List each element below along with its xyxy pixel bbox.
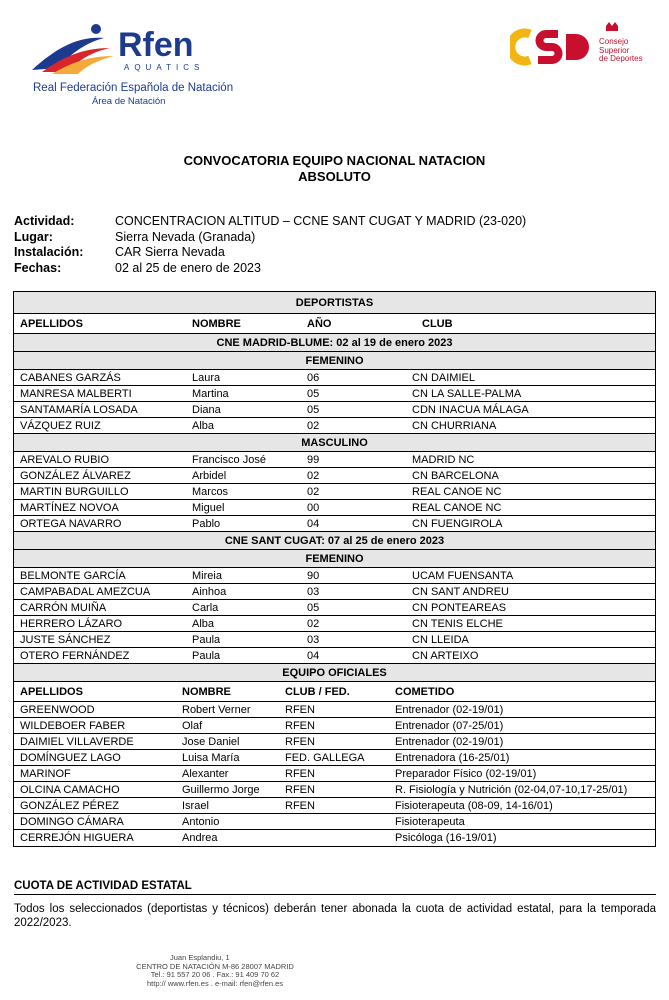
table-cell: Mireia	[192, 570, 222, 582]
table-cell: RFEN	[285, 720, 315, 732]
table-cell: Preparador Físico (02-19/01)	[395, 768, 537, 780]
info-row: Instalación: CAR Sierra Nevada	[14, 245, 225, 259]
column-header: CLUB / FED.	[285, 686, 350, 698]
table-cell: FED. GALLEGA	[285, 752, 365, 764]
table-cell: Miguel	[192, 502, 225, 514]
table-cell: 06	[307, 372, 320, 384]
cuota-section	[14, 880, 656, 930]
cuota-title: CUOTA DE ACTIVIDAD ESTATAL	[14, 880, 656, 895]
table-cell: DAIMIEL VILLAVERDE	[20, 736, 134, 748]
table-cell: BELMONTE GARCÍA	[20, 570, 126, 582]
table-cell: 02	[307, 470, 320, 482]
column-header: APELLIDOS	[20, 318, 83, 330]
table-row	[14, 468, 655, 484]
column-header: COMETIDO	[395, 686, 455, 698]
table-cell: UCAM FUENSANTA	[412, 570, 514, 582]
table-cell: 05	[307, 404, 320, 416]
section-band: CNE SANT CUGAT: 07 al 25 de enero 2023	[14, 532, 655, 550]
table-cell: REAL CANOE NC	[412, 502, 502, 514]
table-cell: Antonio	[182, 816, 220, 828]
column-header: CLUB	[422, 318, 453, 330]
table-cell: RFEN	[285, 704, 315, 716]
table-cell: R. Fisiología y Nutrición (02-04,07-10,17-25/01)	[395, 784, 628, 796]
table-cell: 03	[307, 634, 320, 646]
document-title: CONVOCATORIA EQUIPO NACIONAL NATACION ABSOLUTO	[183, 153, 486, 184]
section-band: FEMENINO	[14, 550, 655, 568]
table-cell: REAL CANOE NC	[412, 486, 502, 498]
rfen-wordmark: Rfen	[118, 26, 194, 64]
table-cell: ORTEGA NAVARRO	[20, 518, 122, 530]
table-row	[14, 402, 655, 418]
table-cell: 02	[307, 618, 320, 630]
table-row	[14, 616, 655, 632]
table-row	[14, 766, 655, 782]
table-cell: CN TENIS ELCHE	[412, 618, 503, 630]
table-cell: 02	[307, 420, 320, 432]
table-cell: Guillermo Jorge	[182, 784, 260, 796]
table-cell: Israel	[182, 800, 209, 812]
table-cell: MARTIN BURGUILLO	[20, 486, 129, 498]
section-band: FEMENINO	[14, 352, 655, 370]
table-cell: CN DAIMIEL	[412, 372, 475, 384]
table-cell: Olaf	[182, 720, 203, 732]
table-cell: CN BARCELONA	[412, 470, 499, 482]
table-cell: 02	[307, 486, 320, 498]
table-row	[14, 782, 655, 798]
csd-name: Consejo Superior de Deportes	[599, 37, 643, 63]
column-header: APELLIDOS	[20, 686, 83, 698]
table-cell: Paula	[192, 650, 221, 662]
column-header: NOMBRE	[192, 318, 241, 330]
table-cell: VÁZQUEZ RUIZ	[20, 420, 101, 432]
table-cell: CN LLEIDA	[412, 634, 469, 646]
info-row: Actividad: CONCENTRACION ALTITUD – CCNE SANT CUGAT Y MADRID (23-020)	[14, 214, 527, 228]
table-cell: 90	[307, 570, 320, 582]
table-cell: RFEN	[285, 800, 315, 812]
table-cell: 99	[307, 454, 320, 466]
column-header: NOMBRE	[182, 686, 231, 698]
table-row	[14, 798, 655, 814]
table-cell: RFEN	[285, 784, 315, 796]
table-cell: OLCINA CAMACHO	[20, 784, 120, 796]
table-cell: Ainhoa	[192, 586, 227, 598]
table-cell: Martina	[192, 388, 229, 400]
table-header-row	[14, 682, 655, 702]
table-cell: DOMINGO CÁMARA	[20, 816, 124, 828]
footer-address: Juan Esplandiu, 1 CENTRO DE NATACIÓN M-86 28007 MADRID Tel.: 91 557 20 06 . Fax.: 91 409 70 62 http:// www.rfen.es . e-mail: rfen@rfen.es	[136, 953, 294, 988]
table-row	[14, 734, 655, 750]
table-cell: Alba	[192, 618, 215, 630]
table-cell: CDN INACUA MÁLAGA	[412, 404, 529, 416]
table-cell: CN LA SALLE-PALMA	[412, 388, 522, 400]
table-row	[14, 702, 655, 718]
table-cell: 05	[307, 388, 320, 400]
table-cell: Entrenador (02-19/01)	[395, 704, 504, 716]
cuota-text: Todos los seleccionados (deportistas y técnicos) deberán tener abonada la cuota de actividad estatal, para la temporada 2022/2023.	[14, 903, 656, 929]
table-row	[14, 418, 655, 434]
roster-table	[13, 291, 656, 847]
section-band: DEPORTISTAS	[14, 292, 655, 314]
table-row	[14, 814, 655, 830]
table-cell: Alba	[192, 420, 215, 432]
table-cell: 03	[307, 586, 320, 598]
table-cell: MADRID NC	[412, 454, 475, 466]
table-row	[14, 500, 655, 516]
table-cell: CN SANT ANDREU	[412, 586, 509, 598]
table-cell: Fisioterapeuta (08-09, 14-16/01)	[395, 800, 553, 812]
table-cell: 00	[307, 502, 320, 514]
table-cell: Francisco José	[192, 454, 266, 466]
table-header-row	[14, 314, 655, 334]
table-row	[14, 600, 655, 616]
table-cell: CN ARTEIXO	[412, 650, 479, 662]
table-cell	[279, 814, 389, 829]
table-cell: Entrenador (02-19/01)	[395, 736, 504, 748]
table-cell: Diana	[192, 404, 221, 416]
column-header: AÑO	[307, 318, 332, 330]
letterhead	[0, 0, 669, 120]
section-band: CNE MADRID-BLUME: 02 al 19 de enero 2023	[14, 334, 655, 352]
table-cell: Arbidel	[192, 470, 227, 482]
table-cell	[279, 830, 389, 846]
table-row	[14, 632, 655, 648]
section-band: EQUIPO OFICIALES	[14, 664, 655, 682]
table-row	[14, 830, 655, 846]
table-cell: 05	[307, 602, 320, 614]
table-row	[14, 568, 655, 584]
table-cell: HERRERO LÁZARO	[20, 618, 123, 630]
table-cell: Jose Daniel	[182, 736, 240, 748]
table-cell: GREENWOOD	[20, 704, 95, 716]
table-cell: OTERO FERNÁNDEZ	[20, 650, 130, 662]
table-cell: SANTAMARÍA LOSADA	[20, 404, 138, 416]
table-cell: Andrea	[182, 832, 218, 844]
rfen-aquatics-text: AQUATICS	[124, 63, 205, 72]
table-row	[14, 648, 655, 664]
table-row	[14, 718, 655, 734]
federation-area: Área de Natación	[92, 96, 166, 107]
table-cell: Carla	[192, 602, 219, 614]
table-cell: Psicóloga (16-19/01)	[395, 832, 497, 844]
table-row	[14, 370, 655, 386]
table-cell: 04	[307, 650, 320, 662]
table-cell: Luisa María	[182, 752, 240, 764]
table-cell: Entrenadora (16-25/01)	[395, 752, 510, 764]
table-cell: GONZÁLEZ ÁLVAREZ	[20, 470, 131, 482]
table-cell: Entrenador (07-25/01)	[395, 720, 504, 732]
table-cell: GONZÁLEZ PÉREZ	[20, 800, 120, 812]
table-cell: Alexanter	[182, 768, 229, 780]
table-cell: Pablo	[192, 518, 221, 530]
table-cell: CN CHURRIANA	[412, 420, 497, 432]
table-cell: Fisioterapeuta	[395, 816, 465, 828]
table-cell: CAMPABADAL AMEZCUA	[20, 586, 151, 598]
table-cell: MANRESA MALBERTI	[20, 388, 132, 400]
table-cell: JUSTE SÁNCHEZ	[20, 634, 111, 646]
section-band: MASCULINO	[14, 434, 655, 452]
table-cell: Paula	[192, 634, 221, 646]
table-row	[14, 750, 655, 766]
table-cell: 04	[307, 518, 320, 530]
table-cell: Marcos	[192, 486, 229, 498]
table-cell: RFEN	[285, 736, 315, 748]
table-cell: MARTÍNEZ NOVOA	[20, 502, 119, 514]
table-row	[14, 516, 655, 532]
table-row	[14, 452, 655, 468]
table-cell: CN FUENGIROLA	[412, 518, 503, 530]
info-row: Fechas: 02 al 25 de enero de 2023	[14, 260, 261, 275]
activity-info	[14, 214, 526, 276]
table-cell: CERREJÓN HIGUERA	[20, 832, 134, 844]
federation-name: Real Federación Española de Natación	[33, 82, 234, 94]
table-row	[14, 484, 655, 500]
table-cell: Robert Verner	[182, 704, 251, 716]
table-cell: RFEN	[285, 768, 315, 780]
table-cell: Laura	[192, 372, 221, 384]
table-cell: DOMÍNGUEZ LAGO	[20, 752, 121, 764]
table-cell: CN PONTEAREAS	[412, 602, 507, 614]
table-cell: CARRÓN MUIÑA	[20, 602, 107, 614]
table-row	[14, 386, 655, 402]
table-row	[14, 584, 655, 600]
info-row: Lugar: Sierra Nevada (Granada)	[14, 229, 256, 244]
table-cell: AREVALO RUBIO	[20, 454, 110, 466]
table-cell: MARINOF	[20, 768, 71, 780]
table-cell: CABANES GARZÁS	[20, 372, 121, 384]
table-cell: WILDEBOER FABER	[20, 720, 126, 732]
